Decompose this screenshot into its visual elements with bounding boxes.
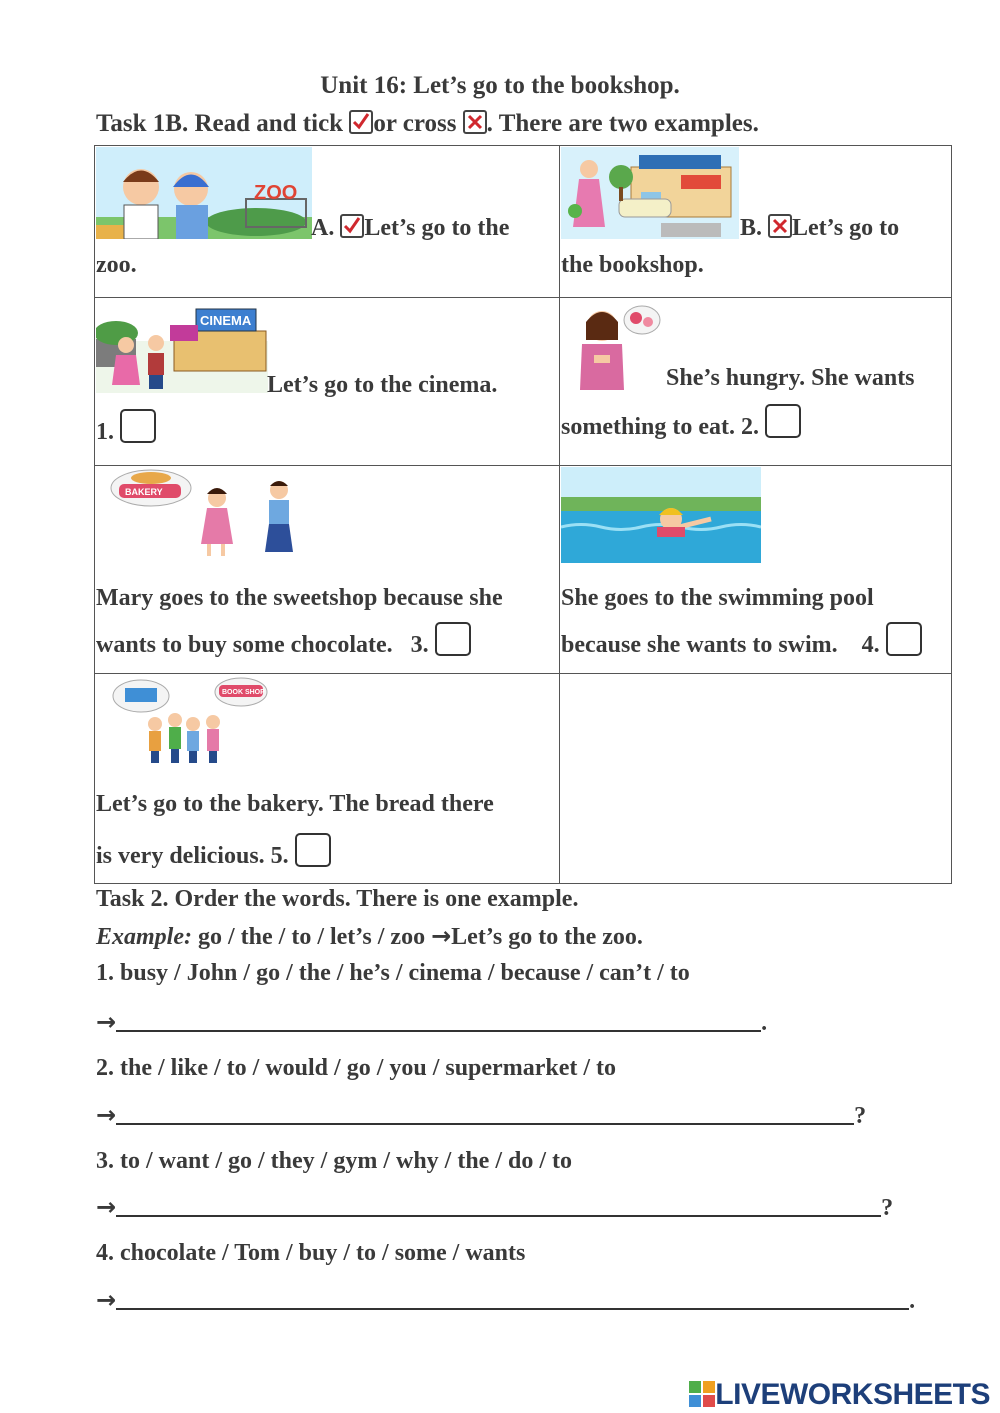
cell-1-text: Let’s go to the cinema. [267,372,498,398]
zoo-picture [96,147,312,239]
cell-a-text-2: zoo. [96,252,137,278]
cell-b-text: Let’s go to [792,215,900,241]
cell-4-text: She goes to the swimming pool [561,585,874,611]
task1-grid [94,145,952,884]
example-words: go / the / to / let’s / zoo [198,924,426,950]
answer-box-3[interactable] [435,622,471,656]
svg-text:BOOK SHOP: BOOK SHOP [222,689,265,696]
cell-4-text-2: because she wants to swim. [561,632,838,658]
supermarket-picture [561,147,739,239]
task1-prefix: Task 1B. Read and tick [96,110,344,137]
task2-item-2: 2. the / like / to / would / go / you / supermarket / to [96,1055,617,1081]
answer-row-1 [96,1008,767,1037]
cell-b [560,146,952,298]
cell-2 [560,298,952,466]
cell-1-number: 1. [96,419,114,445]
answer-row-2 [96,1101,866,1130]
cell-3-text: Mary goes to the sweetshop because she [96,585,503,611]
bookshop-picture [109,676,269,772]
hungry-girl-picture [574,300,666,390]
cell-5 [95,674,560,884]
cell-4-number: 4. [861,632,880,658]
example-answer: Let’s go to the zoo. [451,924,643,950]
answer-box-4[interactable] [886,622,922,656]
answer-end-3: ? [881,1195,894,1221]
arrow-icon: → [96,1286,117,1314]
task2-item-1: 1. busy / John / go / the / he’s / cinema / because / can’t / to [96,960,690,986]
swimming-picture [561,467,761,563]
arrow-icon: → [96,1193,117,1221]
liveworksheets-logo-icon [689,1381,715,1407]
svg-text:ZOO: ZOO [254,182,298,204]
answer-line-1[interactable] [116,1016,761,1032]
cinema-picture [96,301,268,393]
cell-3-text-2: wants to buy some chocolate. [96,632,393,658]
answer-end-4: . [909,1288,916,1314]
answer-end-2: ? [854,1103,867,1129]
task2-item-3: 3. to / want / go / they / gym / why / the / do / to [96,1148,573,1174]
answer-box-5[interactable] [295,833,331,867]
answer-box-1[interactable] [120,409,156,443]
cell-b-text-2: the bookshop. [561,252,704,278]
cell-a-label: A. [311,215,335,241]
answer-row-3 [96,1193,893,1222]
cell-2-text: She’s hungry. She wants [666,365,915,391]
tick-example-icon [349,110,373,134]
bakery-picture [109,468,305,560]
task2-item-4: 4. chocolate / Tom / buy / to / some / wants [96,1240,526,1266]
answer-line-3[interactable] [116,1201,881,1217]
cell-1 [95,298,560,466]
answer-end-1: . [761,1010,768,1036]
cell-5-text: Let’s go to the bakery. The bread there [96,791,494,817]
svg-text:BAKERY: BAKERY [125,487,163,497]
cross-example-icon [463,110,487,134]
worksheet-title: Unit 16: Let’s go to the bookshop. [320,72,680,99]
cell-4 [560,466,952,674]
task2-example [96,922,643,951]
task2-heading: Task 2. Order the words. There is one example. [96,886,579,912]
svg-text:CINEMA: CINEMA [200,313,252,328]
answer-line-4[interactable] [116,1294,909,1310]
cell-a [95,146,560,298]
arrow-icon: → [431,922,452,950]
cell-3-number: 3. [410,632,429,658]
answer-line-2[interactable] [116,1109,854,1125]
task1-middle: or cross [373,110,457,137]
cross-icon [768,214,792,238]
answer-row-4 [96,1286,915,1315]
answer-box-2[interactable] [765,404,801,438]
task1-instruction [96,110,759,138]
tick-icon [340,214,364,238]
arrow-icon: → [96,1008,117,1036]
liveworksheets-logo[interactable] [689,1378,990,1412]
liveworksheets-brand: LIVEWORKSHEETS [715,1378,990,1411]
task1-suffix: . There are two examples. [486,110,759,137]
cell-b-label: B. [740,215,763,241]
cell-a-text: Let’s go to the [364,215,510,241]
arrow-icon: → [96,1101,117,1129]
cell-3 [95,466,560,674]
cell-empty [560,674,952,884]
cell-5-text-2: is very delicious. 5. [96,843,289,869]
example-label: Example: [96,924,192,950]
cell-2-text-2: something to eat. 2. [561,414,759,440]
